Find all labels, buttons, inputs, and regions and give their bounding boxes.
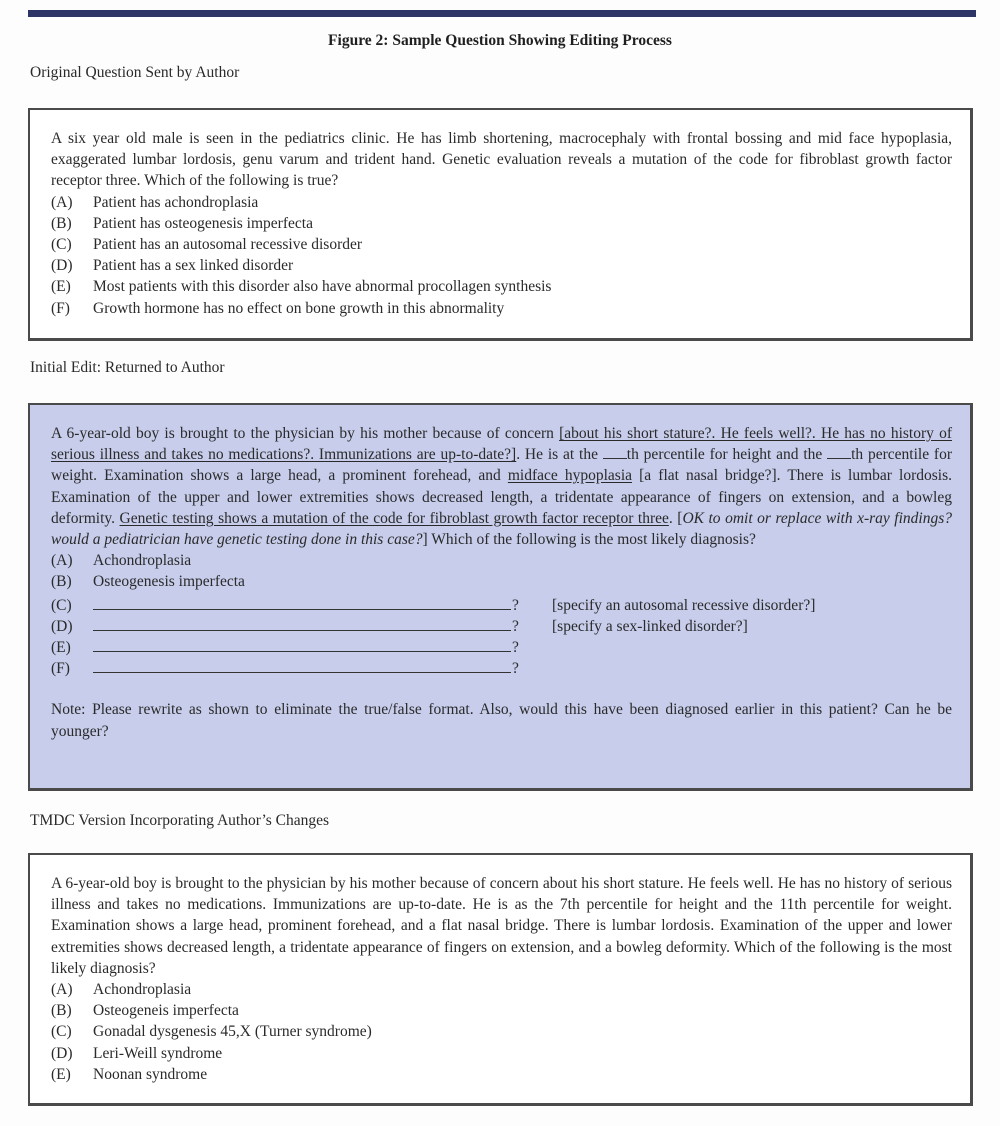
option-item xyxy=(51,255,952,276)
editor-comment-italic: OK to omit or replace with x-ray findings? would a pediatrician have genetic testing done in this case? xyxy=(51,509,953,549)
original-question-box xyxy=(28,108,973,341)
editor-query-underlined: midface hypoplasia xyxy=(507,467,633,485)
option-item xyxy=(51,213,952,234)
option-list xyxy=(51,979,952,1085)
option-text: Noonan syndrome xyxy=(93,1065,208,1083)
blank-option-item xyxy=(51,614,952,635)
option-query-mark: ? xyxy=(512,638,519,656)
option-query-mark: ? xyxy=(512,596,519,614)
editor-note: Note: Please rewrite as shown to eliminate the true/false format. Also, would this have been diagnosed earlier in this patient? Can he be younger? xyxy=(51,701,952,740)
option-letter: (C) xyxy=(51,1023,72,1041)
option-blank-line xyxy=(93,614,511,631)
option-list xyxy=(51,550,952,677)
option-letter: (A) xyxy=(51,193,73,211)
height-percentile-blank xyxy=(603,444,627,459)
option-letter: (B) xyxy=(51,1002,72,1020)
option-letter: (B) xyxy=(51,573,72,591)
option-letter: (E) xyxy=(51,278,71,296)
option-text: Leri-Weill syndrome xyxy=(93,1044,223,1062)
option-item xyxy=(51,192,952,213)
stem-text: ] Which of the following is the most likely diagnosis? xyxy=(422,531,756,549)
option-text: Osteogeneis imperfecta xyxy=(93,1002,239,1020)
option-blank-line xyxy=(93,593,511,610)
option-query-mark: ? xyxy=(512,617,519,635)
blank-option-item xyxy=(51,635,952,656)
option-item xyxy=(51,1000,952,1021)
final-version-box xyxy=(28,853,973,1106)
option-item xyxy=(51,571,952,592)
option-text: Patient has a sex linked disorder xyxy=(93,257,294,275)
option-item xyxy=(51,1043,952,1064)
header-rule xyxy=(28,10,976,17)
editor-query-underlined: Genetic testing shows a mutation of the code for fibroblast growth factor receptor three xyxy=(119,509,669,527)
editor-query-underlined: [about his short stature?. He feels well?. He has no history of serious illness and takes no medications?. Immunizations are up-to-date?] xyxy=(51,425,952,464)
option-item xyxy=(51,298,952,319)
stem-text: [a flat nasal bridge?]. There is lumbar lordosis. Examination of the upper and lower extremities shows decreased length, a tridentate appearance of fingers on extension, and a bowleg deformity. xyxy=(51,467,952,527)
option-list xyxy=(51,192,952,319)
option-text: Patient has osteogenesis imperfecta xyxy=(93,214,313,232)
section-label-original: Original Question Sent by Author xyxy=(30,64,240,81)
blank-option-item xyxy=(51,593,952,614)
option-letter: (D) xyxy=(51,617,73,635)
option-letter: (C) xyxy=(51,596,72,614)
option-text: Osteogenesis imperfecta xyxy=(93,573,245,591)
stem-text: . [ xyxy=(668,509,683,527)
stem-text: A 6-year-old boy is brought to the physician by his mother because of concern xyxy=(51,425,560,442)
option-text: Achondroplasia xyxy=(93,981,192,999)
option-text: Most patients with this disorder also have abnormal procollagen synthesis xyxy=(93,278,552,296)
editor-comment: [specify an autosomal recessive disorder?] xyxy=(552,596,816,614)
weight-percentile-blank xyxy=(827,444,851,459)
option-item xyxy=(51,1064,952,1085)
option-letter: (A) xyxy=(51,981,73,999)
option-text: Achondroplasia xyxy=(93,552,192,570)
stem-text: th percentile for height and the xyxy=(626,446,828,464)
edited-question-stem xyxy=(51,423,952,550)
option-letter: (A) xyxy=(51,552,73,570)
option-item xyxy=(51,979,952,1000)
option-blank-line xyxy=(93,656,511,673)
final-question-stem: A 6-year-old boy is brought to the physician by his mother because of concern about his short stature. He feels well. He has no history of serious illness and takes no medications. Immunizations are up-to-date. He is as the 7th percentile for height and the 11th percentile for weight. Examination shows a large head, prominent forehead, and a flat nasal bridge. There is lumbar lordosis. Examination of the upper and lower extremities shows decreased length, a tridentate appearance of fingers on extension, and a bowleg deformity. Which of the following is the most likely diagnosis? xyxy=(51,875,952,977)
option-letter: (D) xyxy=(51,1044,73,1062)
section-label-final-version: TMDC Version Incorporating Author’s Changes xyxy=(30,812,330,829)
stem-text: th percentile for weight. Examination shows a large head, a prominent forehead, and xyxy=(51,446,952,485)
stem-text: . He is at the xyxy=(516,446,603,464)
option-item xyxy=(51,1021,952,1042)
option-letter: (B) xyxy=(51,214,72,232)
editor-comment: [specify a sex-linked disorder?] xyxy=(552,617,748,635)
option-letter: (F) xyxy=(51,660,70,678)
option-blank-line xyxy=(93,635,511,652)
option-item xyxy=(51,276,952,297)
option-letter: (C) xyxy=(51,235,72,253)
option-letter: (F) xyxy=(51,299,70,317)
question-stem: A six year old male is seen in the pediatrics clinic. He has limb shortening, macrocephaly with frontal bossing and mid face hypoplasia, exaggerated lumbar lordosis, genu varum and trident hand. Genetic evaluation reveals a mutation of the code for fibroblast growth factor receptor three. Which of the following is true? xyxy=(51,130,952,190)
figure-title: Figure 2: Sample Question Showing Editing Process xyxy=(328,32,672,49)
option-text: Patient has achondroplasia xyxy=(93,193,259,211)
option-query-mark: ? xyxy=(512,660,519,678)
option-item xyxy=(51,550,952,571)
option-item xyxy=(51,234,952,255)
option-text: Patient has an autosomal recessive disorder xyxy=(93,235,363,253)
option-text: Growth hormone has no effect on bone growth in this abnormality xyxy=(93,299,505,317)
option-text: Gonadal dysgenesis 45,X (Turner syndrome) xyxy=(93,1023,372,1041)
option-letter: (E) xyxy=(51,1065,71,1083)
blank-option-item xyxy=(51,656,952,677)
option-letter: (E) xyxy=(51,638,71,656)
initial-edit-box xyxy=(28,403,973,791)
section-label-initial-edit: Initial Edit: Returned to Author xyxy=(30,359,225,376)
option-letter: (D) xyxy=(51,257,73,275)
